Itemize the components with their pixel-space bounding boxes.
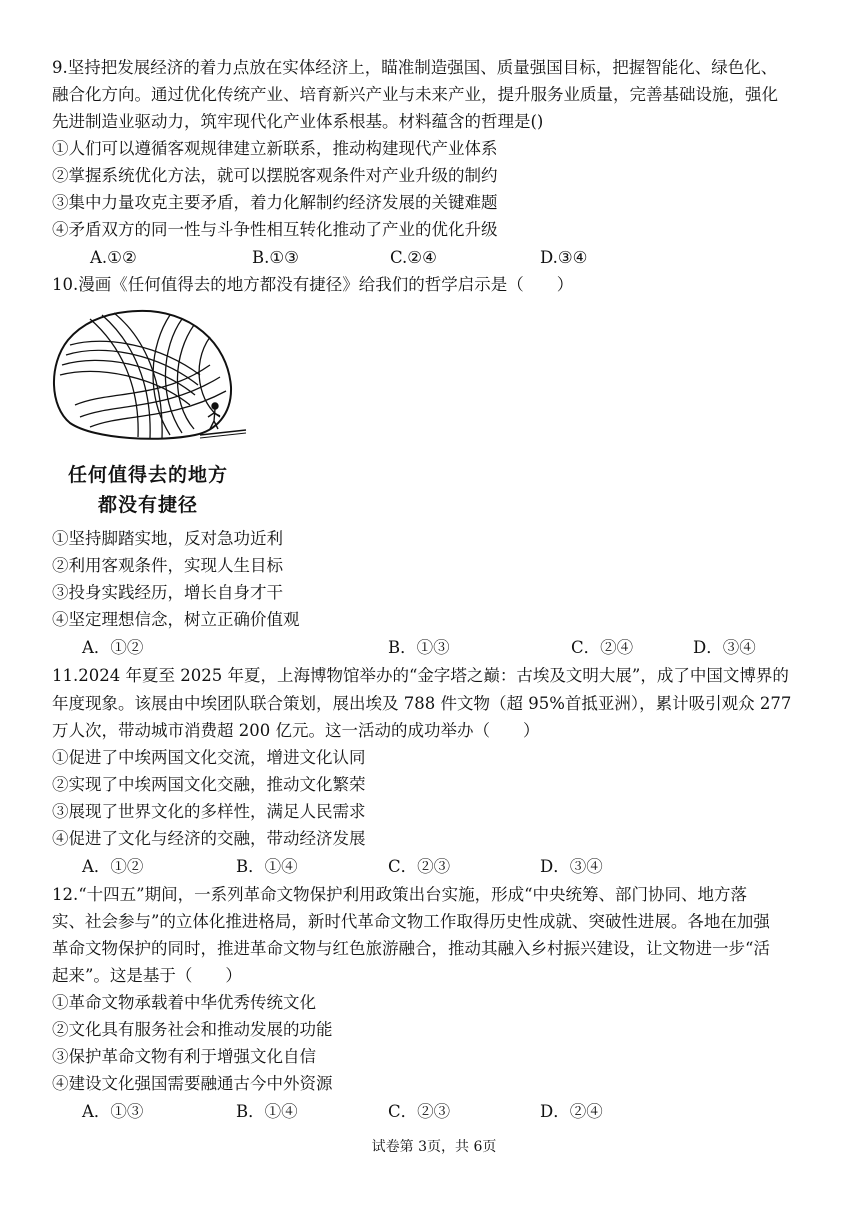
q12-item-1: ①革命文物承载着中华优秀传统文化: [52, 993, 316, 1012]
q9-option-b[interactable]: B.①③: [252, 248, 299, 267]
q10-item-4: ④坚定理想信念，树立正确价值观: [52, 610, 300, 629]
q12-stem-line-3: 革命文物保护的同时，推进革命文物与红色旅游融合，推动其融入乡村振兴建设，让文物进一步“活: [52, 939, 770, 958]
q10-item-3: ③投身实践经历，增长自身才干: [52, 583, 283, 602]
q10-item-1: ①坚持脚踏实地，反对急功近利: [52, 529, 283, 548]
q11-stem-line-2: 年度现象。该展由中埃团队联合策划，展出埃及 788 件文物（超 95%首抵亚洲），累计吸引观众 277: [52, 694, 792, 713]
q10-stem: 10.漫画《任何值得去的地方都没有捷径》给我们的哲学启示是（ ）: [52, 275, 574, 294]
q9-stem-line-1: 9.坚持把发展经济的着力点放在实体经济上，瞄准制造强国、质量强国目标，把握智能化、绿色化、: [52, 58, 778, 77]
q9-item-1: ①人们可以遵循客观规律建立新联系，推动构建现代产业体系: [52, 139, 498, 158]
q11-item-2: ②实现了中埃两国文化交融，推动文化繁荣: [52, 775, 366, 794]
q12-stem-line-4: 起来”。这是基于（ ）: [52, 966, 242, 985]
q10-options: [52, 638, 832, 658]
cartoon-caption-line-2: 都没有捷径: [98, 494, 199, 516]
q12-stem-line-2: 实、社会参与”的立体化推进格局，新时代革命文物工作取得历史性成就、突破性进展。各地在加强: [52, 912, 770, 931]
q11-stem-line-3: 万人次，带动城市消费超 200 亿元。这一活动的成功举办（ ）: [52, 721, 540, 740]
q9-stem-line-3: 先进制造业驱动力，筑牢现代化产业体系根基。材料蕴含的哲理是(): [52, 112, 544, 131]
cartoon-caption-line-1: 任何值得去的地方: [68, 464, 229, 486]
q9-options: [52, 248, 832, 268]
q10-option-b[interactable]: B．①③: [388, 638, 450, 657]
q11-item-3: ③展现了世界文化的多样性，满足人民需求: [52, 802, 366, 821]
q12-option-c[interactable]: C．②③: [388, 1102, 451, 1121]
q12-item-3: ③保护革命文物有利于增强文化自信: [52, 1047, 316, 1066]
page-footer: 试卷第 3页，共 6页: [371, 1139, 497, 1155]
yarn-ball-cartoon: [50, 305, 250, 440]
q11-option-d[interactable]: D．③④: [540, 857, 603, 876]
q12-stem-line-1: 12.“十四五”期间，一系列革命文物保护利用政策出台实施，形成“中央统筹、部门协同、地方落: [52, 885, 748, 904]
q10-item-2: ②利用客观条件，实现人生目标: [52, 556, 283, 575]
q10-option-c[interactable]: C．②④: [571, 638, 634, 657]
q12-item-2: ②文化具有服务社会和推动发展的功能: [52, 1020, 333, 1039]
q11-options: [52, 857, 832, 877]
q12-option-a[interactable]: A．①③: [82, 1102, 144, 1121]
q10-option-d[interactable]: D．③④: [693, 638, 756, 657]
q12-option-d[interactable]: D．②④: [540, 1102, 603, 1121]
q11-option-c[interactable]: C．②③: [388, 857, 451, 876]
q11-item-4: ④促进了文化与经济的交融，带动经济发展: [52, 829, 366, 848]
q9-item-2: ②掌握系统优化方法，就可以摆脱客观条件对产业升级的制约: [52, 166, 498, 185]
q10-option-a[interactable]: A．①②: [82, 638, 144, 657]
q11-option-a[interactable]: A．①②: [82, 857, 144, 876]
q9-option-a[interactable]: A.①②: [90, 248, 137, 267]
q9-stem-line-2: 融合化方向。通过优化传统产业、培育新兴产业与未来产业，提升服务业质量，完善基础设施，强化: [52, 85, 778, 104]
q11-option-b[interactable]: B．①④: [236, 857, 298, 876]
q12-option-b[interactable]: B．①④: [236, 1102, 298, 1121]
q9-item-4: ④矛盾双方的同一性与斗争性相互转化推动了产业的优化升级: [52, 220, 498, 239]
q9-option-d[interactable]: D.③④: [540, 248, 588, 267]
q9-option-c[interactable]: C.②④: [390, 248, 437, 267]
q11-stem-line-1: 11.2024 年夏至 2025 年夏，上海博物馆举办的“金字塔之巅：古埃及文明大展”，成了中国文博界的: [52, 666, 789, 685]
q12-item-4: ④建设文化强国需要融通古今中外资源: [52, 1074, 333, 1093]
q12-options: [52, 1102, 832, 1122]
q9-item-3: ③集中力量攻克主要矛盾，着力化解制约经济发展的关键难题: [52, 193, 498, 212]
q11-item-1: ①促进了中埃两国文化交流，增进文化认同: [52, 748, 366, 767]
